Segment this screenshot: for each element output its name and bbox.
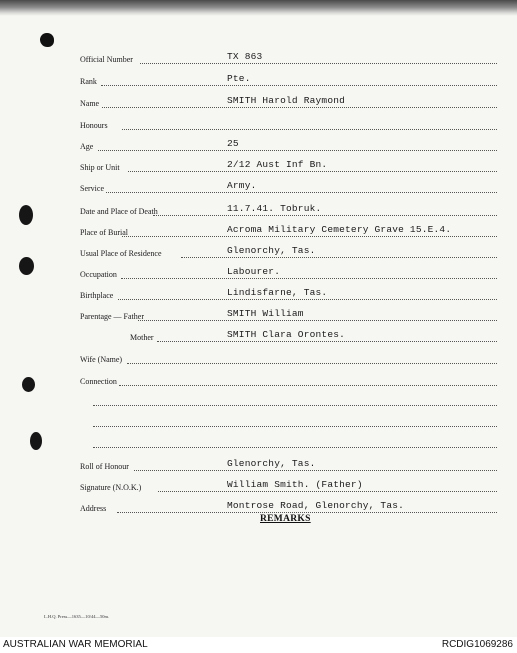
field-value: 11.7.41. Tobruk. (227, 203, 322, 214)
field-value: William Smith. (Father) (227, 479, 363, 490)
field-label: Official Number (80, 55, 133, 64)
dotted-line (118, 299, 497, 300)
field-row-ship-or-unit (0, 152, 517, 174)
field-row-blank1 (0, 386, 517, 408)
field-label: Honours (80, 121, 108, 130)
field-value: SMITH Clara Orontes. (227, 329, 346, 340)
field-label: Mother (130, 333, 154, 342)
dotted-line (153, 215, 497, 216)
dotted-line (117, 512, 497, 513)
field-row-father (0, 301, 517, 323)
dotted-line (93, 426, 497, 427)
dotted-line (157, 341, 497, 342)
field-label: Signature (N.O.K.) (80, 483, 142, 492)
field-row-birthplace (0, 280, 517, 302)
field-value: TX 863 (227, 51, 263, 62)
field-value: Glenorchy, Tas. (227, 245, 316, 256)
field-label: Wife (Name) (80, 355, 123, 364)
field-value: 2/12 Aust Inf Bn. (227, 159, 328, 170)
field-row-connection (0, 366, 517, 388)
field-row-wife (0, 344, 517, 366)
field-value: Army. (227, 180, 257, 191)
field-row-address (0, 493, 517, 515)
field-label: Occupation (80, 270, 117, 279)
footer-bar (0, 637, 517, 653)
field-label: Usual Place of Residence (80, 249, 162, 258)
field-label: Name (80, 99, 100, 108)
field-label: Parentage — Father (80, 312, 144, 321)
field-row-service (0, 173, 517, 195)
remarks-heading: REMARKS (260, 514, 311, 524)
scan-top-edge (0, 0, 517, 16)
dotted-line (122, 129, 497, 130)
field-row-official-number (0, 44, 517, 66)
field-value: Labourer. (227, 266, 281, 277)
field-label: Date and Place of Death (80, 207, 158, 216)
dotted-line (101, 85, 497, 86)
field-value: 25 (227, 138, 239, 149)
field-label: Service (80, 184, 104, 193)
dotted-line (134, 470, 497, 471)
field-value: Lindisfarne, Tas. (227, 287, 328, 298)
field-row-age (0, 131, 517, 153)
field-row-roll-of-honour (0, 451, 517, 473)
field-value: Montrose Road, Glenorchy, Tas. (227, 500, 405, 511)
field-row-name (0, 88, 517, 110)
dotted-line (158, 491, 497, 492)
field-row-mother (0, 322, 517, 344)
field-row-usual-residence (0, 238, 517, 260)
field-row-date-place-death (0, 196, 517, 218)
dotted-line (128, 171, 497, 172)
field-row-blank2 (0, 407, 517, 429)
field-row-occupation (0, 259, 517, 281)
field-label: Roll of Honour (80, 462, 129, 471)
field-label: Age (80, 142, 94, 151)
dotted-line (106, 192, 497, 193)
field-value: SMITH Harold Raymond (227, 95, 346, 106)
field-row-blank3 (0, 428, 517, 450)
field-value: Glenorchy, Tas. (227, 458, 316, 469)
field-label: Rank (80, 77, 97, 86)
dotted-line (127, 363, 497, 364)
footer-institution: AUSTRALIAN WAR MEMORIAL (3, 639, 148, 650)
dotted-line (98, 150, 497, 151)
field-row-signature (0, 472, 517, 494)
field-label: Address (80, 504, 107, 513)
field-label: Place of Burial (80, 228, 128, 237)
dotted-line (138, 320, 497, 321)
dotted-line (140, 63, 497, 64)
dotted-line (122, 236, 497, 237)
field-row-place-of-burial (0, 217, 517, 239)
printer-note: L.H.Q. Press—1635—10/44—50m. (44, 614, 110, 619)
dotted-line (93, 405, 497, 406)
field-value: SMITH William (227, 308, 304, 319)
dotted-line (102, 107, 497, 108)
dotted-line (121, 278, 497, 279)
field-label: Connection (80, 377, 117, 386)
field-value: Acroma Military Cemetery Grave 15.E.4. (227, 224, 452, 235)
field-label: Birthplace (80, 291, 114, 300)
field-row-honours (0, 110, 517, 132)
field-label: Ship or Unit (80, 163, 120, 172)
dotted-line (93, 447, 497, 448)
field-row-rank (0, 66, 517, 88)
field-value: Pte. (227, 73, 251, 84)
dotted-line (181, 257, 497, 258)
footer-reference: RCDIG1069286 (441, 639, 513, 650)
